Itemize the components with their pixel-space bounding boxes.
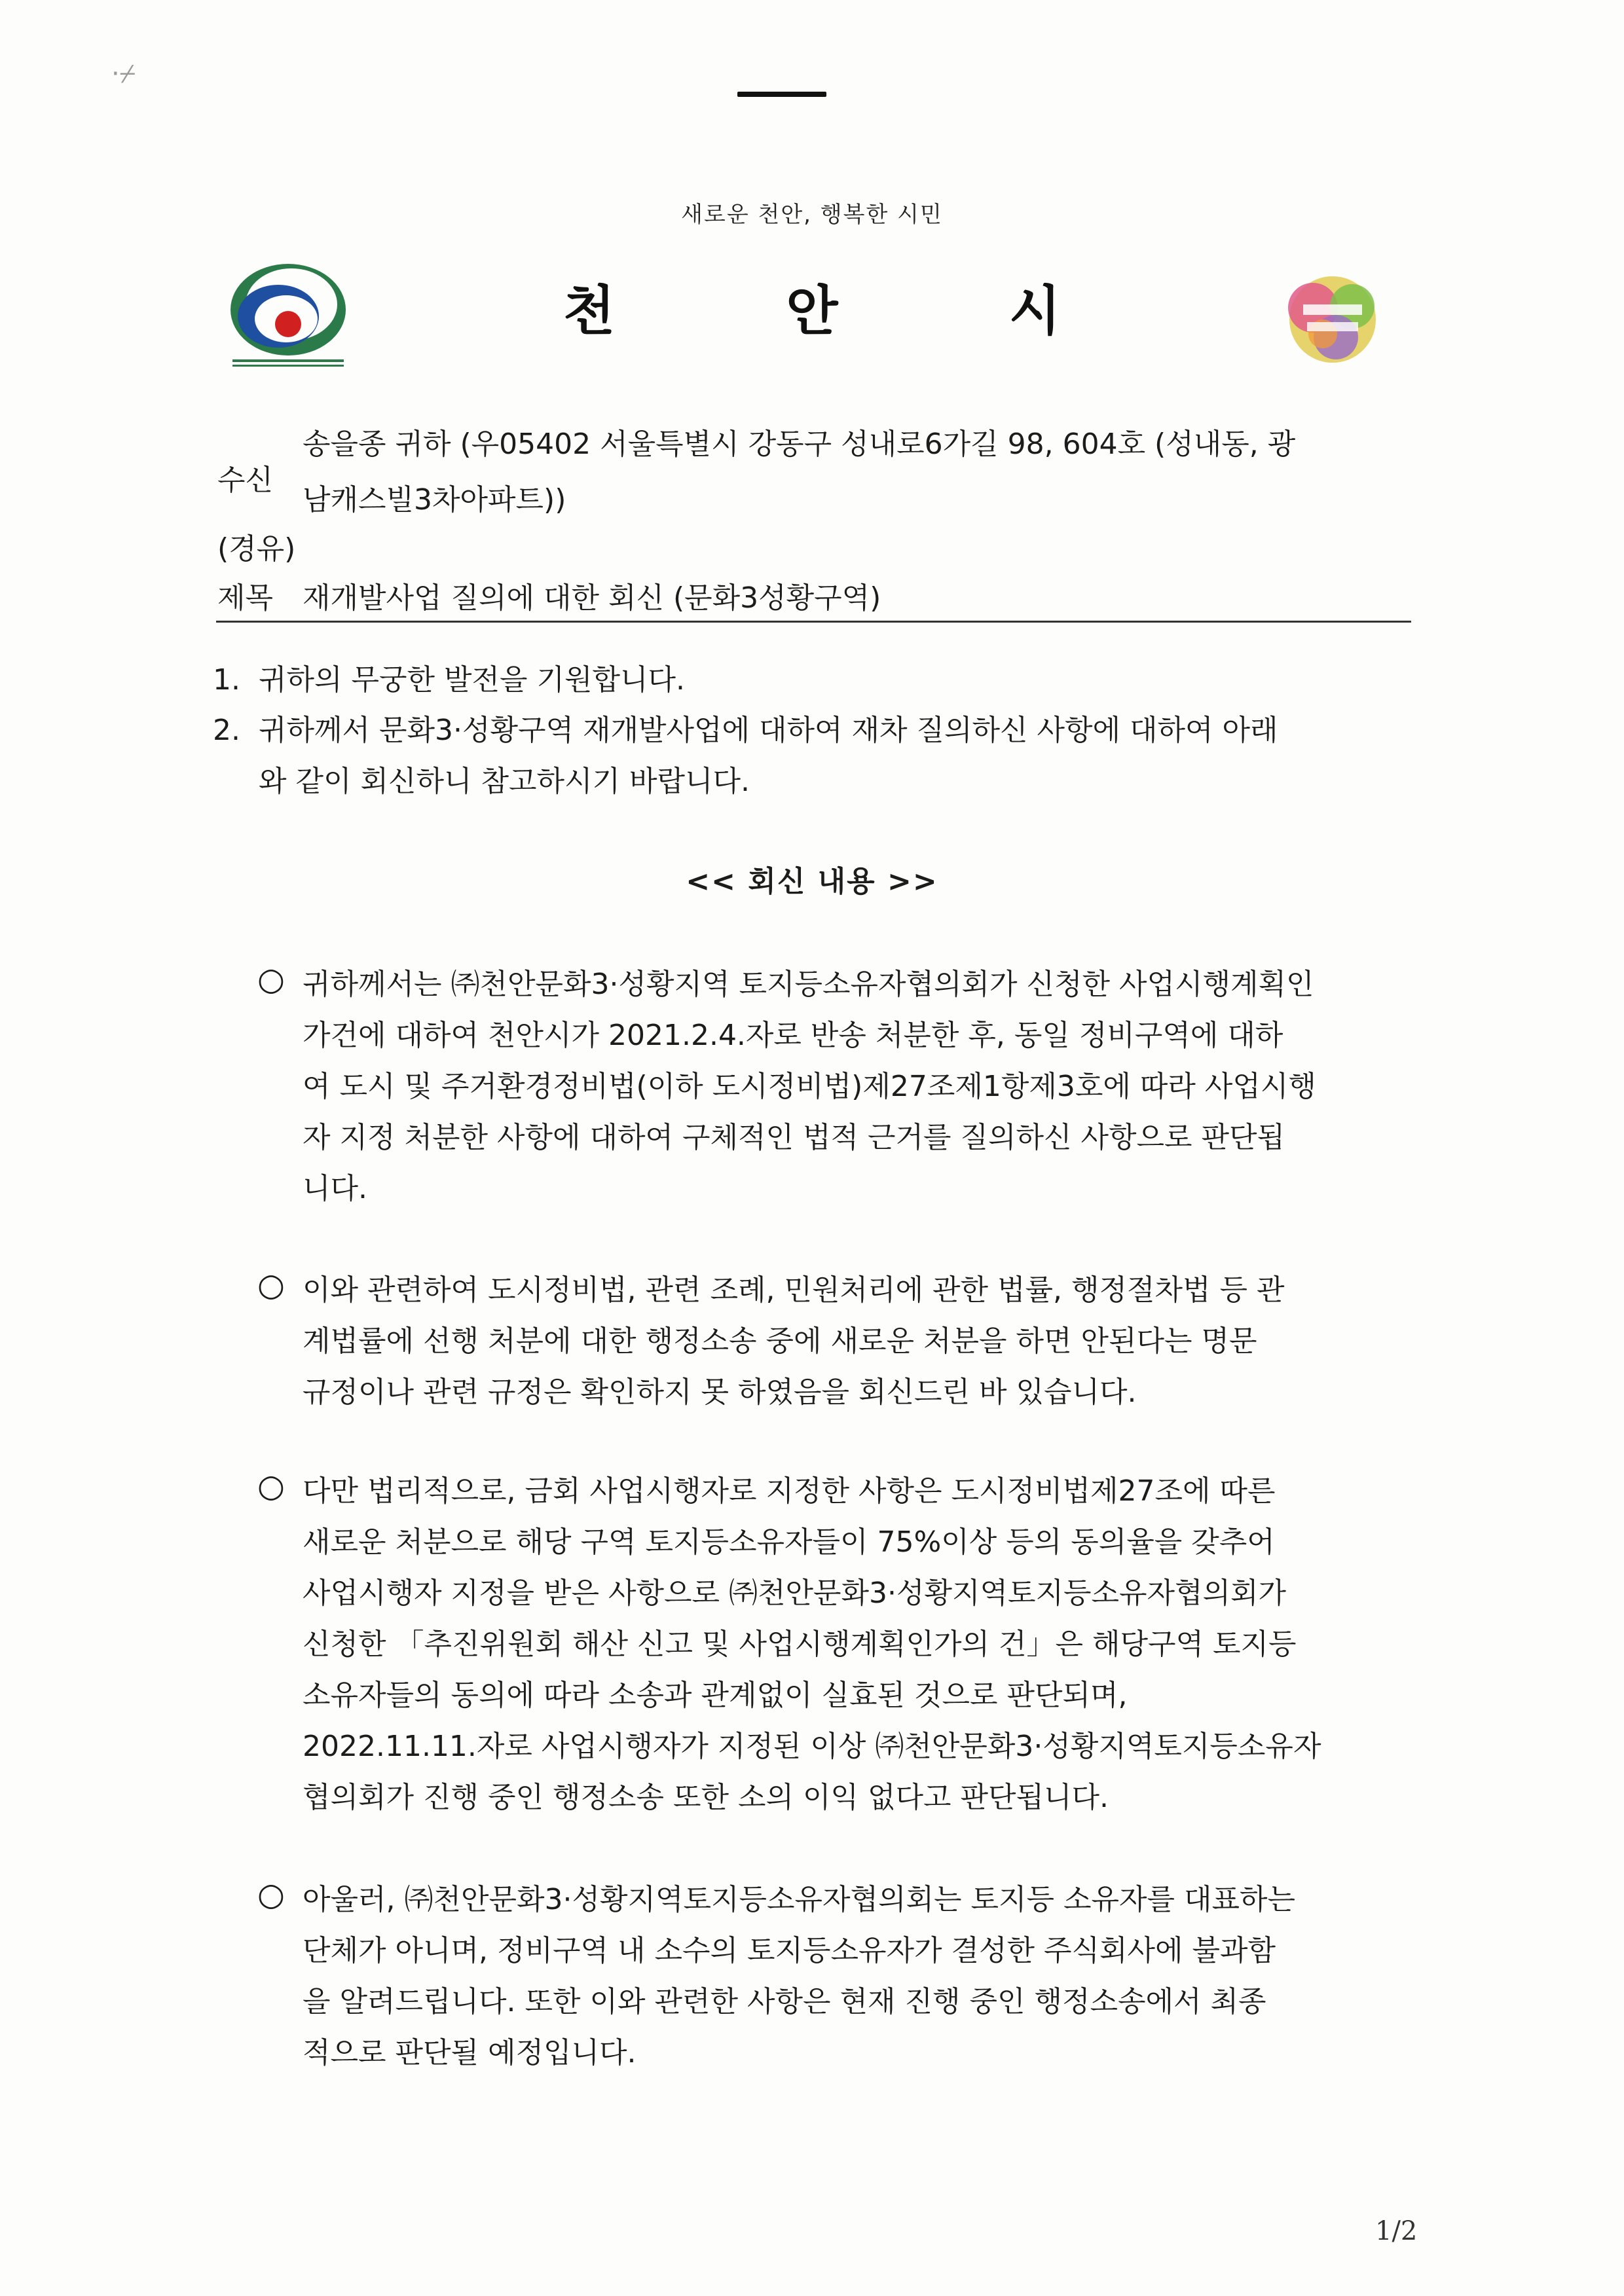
bullet-line: 사업시행자 지정을 받은 사항으로 ㈜천안문화3·성황지역토지등소유자협의회가 xyxy=(303,1576,1287,1610)
recipient-label: 수신 xyxy=(217,464,274,497)
subject-label: 제목 xyxy=(217,581,274,615)
slogan: 새로운 천안, 행복한 시민 xyxy=(681,202,943,228)
bullet-line: 을 알려드립니다. 또한 이와 관련한 사항은 현재 진행 중인 행정소송에서 최종 xyxy=(303,1985,1266,2018)
scan-mark: ·⌿ xyxy=(111,59,136,89)
subject-text: 재개발사업 질의에 대한 회신 (문화3성황구역) xyxy=(303,581,881,615)
recipient-line-2: 남캐스빌3차아파트)) xyxy=(303,483,566,517)
bullet-icon: ○ xyxy=(257,1267,285,1303)
bullet-line: 가건에 대하여 천안시가 2021.2.4.자로 반송 처분한 후, 동일 정비구역에 대하 xyxy=(303,1019,1283,1052)
via-label: (경유) xyxy=(217,532,296,566)
bullet-line: 적으로 판단될 예정입니다. xyxy=(303,2036,637,2069)
bullet-line: 협의회가 진행 중인 행정소송 또한 소의 이익 없다고 판단됩니다. xyxy=(303,1781,1109,1814)
bullet-line: 니다. xyxy=(303,1172,367,1205)
intro-num: 1. xyxy=(213,663,240,697)
bullet-first-line: 다만 법리적으로, 금회 사업시행자로 지정한 사항은 도시정비법제27조에 따른 xyxy=(303,1474,1276,1508)
bullet-line: 단체가 아니며, 정비구역 내 소수의 토지등소유자가 결성한 주식회사에 불과함 xyxy=(303,1934,1276,1967)
bullet-icon: ○ xyxy=(257,1876,285,1913)
top-rule xyxy=(737,92,826,97)
city-brand-badge-logo xyxy=(1277,268,1388,367)
recipient-line-1: 송을종 귀하 (우05402 서울특별시 강동구 성내로6가길 98, 604호 (성내동, 광 xyxy=(303,428,1296,461)
bullet-first-line: 아울러, ㈜천안문화3·성황지역토지등소유자협의회는 토지등 소유자를 대표하는 xyxy=(303,1883,1296,1916)
bullet-icon: ○ xyxy=(257,961,285,998)
org-name-char: 시 xyxy=(1008,280,1061,342)
bullet-first-line: 이와 관련하여 도시정비법, 관련 조례, 민원처리에 관한 법률, 행정절차법 등 관 xyxy=(303,1273,1285,1307)
intro-num: 2. xyxy=(213,714,240,747)
intro-text-cont: 와 같이 회신하니 참고하시기 바랍니다. xyxy=(259,765,750,798)
bullet-line: 여 도시 및 주거환경정비법(이하 도시정비법)제27조제1항제3호에 따라 사업시행 xyxy=(303,1070,1316,1103)
page-number: 1/2 xyxy=(1375,2216,1418,2246)
bullet-line: 신청한 「추진위원회 해산 신고 및 사업시행계획인가의 건」은 해당구역 토지등 xyxy=(303,1628,1297,1661)
org-name-char: 안 xyxy=(786,280,838,342)
city-emblem-logo xyxy=(226,259,350,370)
bullet-line: 2022.11.11.자로 사업시행자가 지정된 이상 ㈜천안문화3·성황지역토지등소유자 xyxy=(303,1730,1321,1763)
bullet-icon: ○ xyxy=(257,1468,285,1504)
subject-divider xyxy=(216,621,1411,623)
section-heading: << 회신 내용 >> xyxy=(686,865,938,898)
bullet-line: 규정이나 관련 규정은 확인하지 못 하였음을 회신드린 바 있습니다. xyxy=(303,1376,1137,1409)
intro-text: 귀하께서 문화3·성황구역 재개발사업에 대하여 재차 질의하신 사항에 대하여 아래 xyxy=(259,714,1278,747)
bullet-line: 소유자들의 동의에 따라 소송과 관계없이 실효된 것으로 판단되며, xyxy=(303,1679,1128,1712)
bullet-line: 자 지정 처분한 사항에 대하여 구체적인 법적 근거를 질의하신 사항으로 판단됩 xyxy=(303,1121,1285,1154)
intro-text: 귀하의 무궁한 발전을 기원합니다. xyxy=(259,663,685,697)
bullet-first-line: 귀하께서는 ㈜천안문화3·성황지역 토지등소유자협의회가 신청한 사업시행계획인 xyxy=(303,968,1314,1001)
bullet-line: 새로운 처분으로 해당 구역 토지등소유자들이 75%이상 등의 동의율을 갖추어 xyxy=(303,1525,1275,1559)
org-name xyxy=(563,268,1061,345)
bullet-line: 계법률에 선행 처분에 대한 행정소송 중에 새로운 처분을 하면 안된다는 명문 xyxy=(303,1324,1257,1358)
org-name-char: 천 xyxy=(563,280,616,342)
